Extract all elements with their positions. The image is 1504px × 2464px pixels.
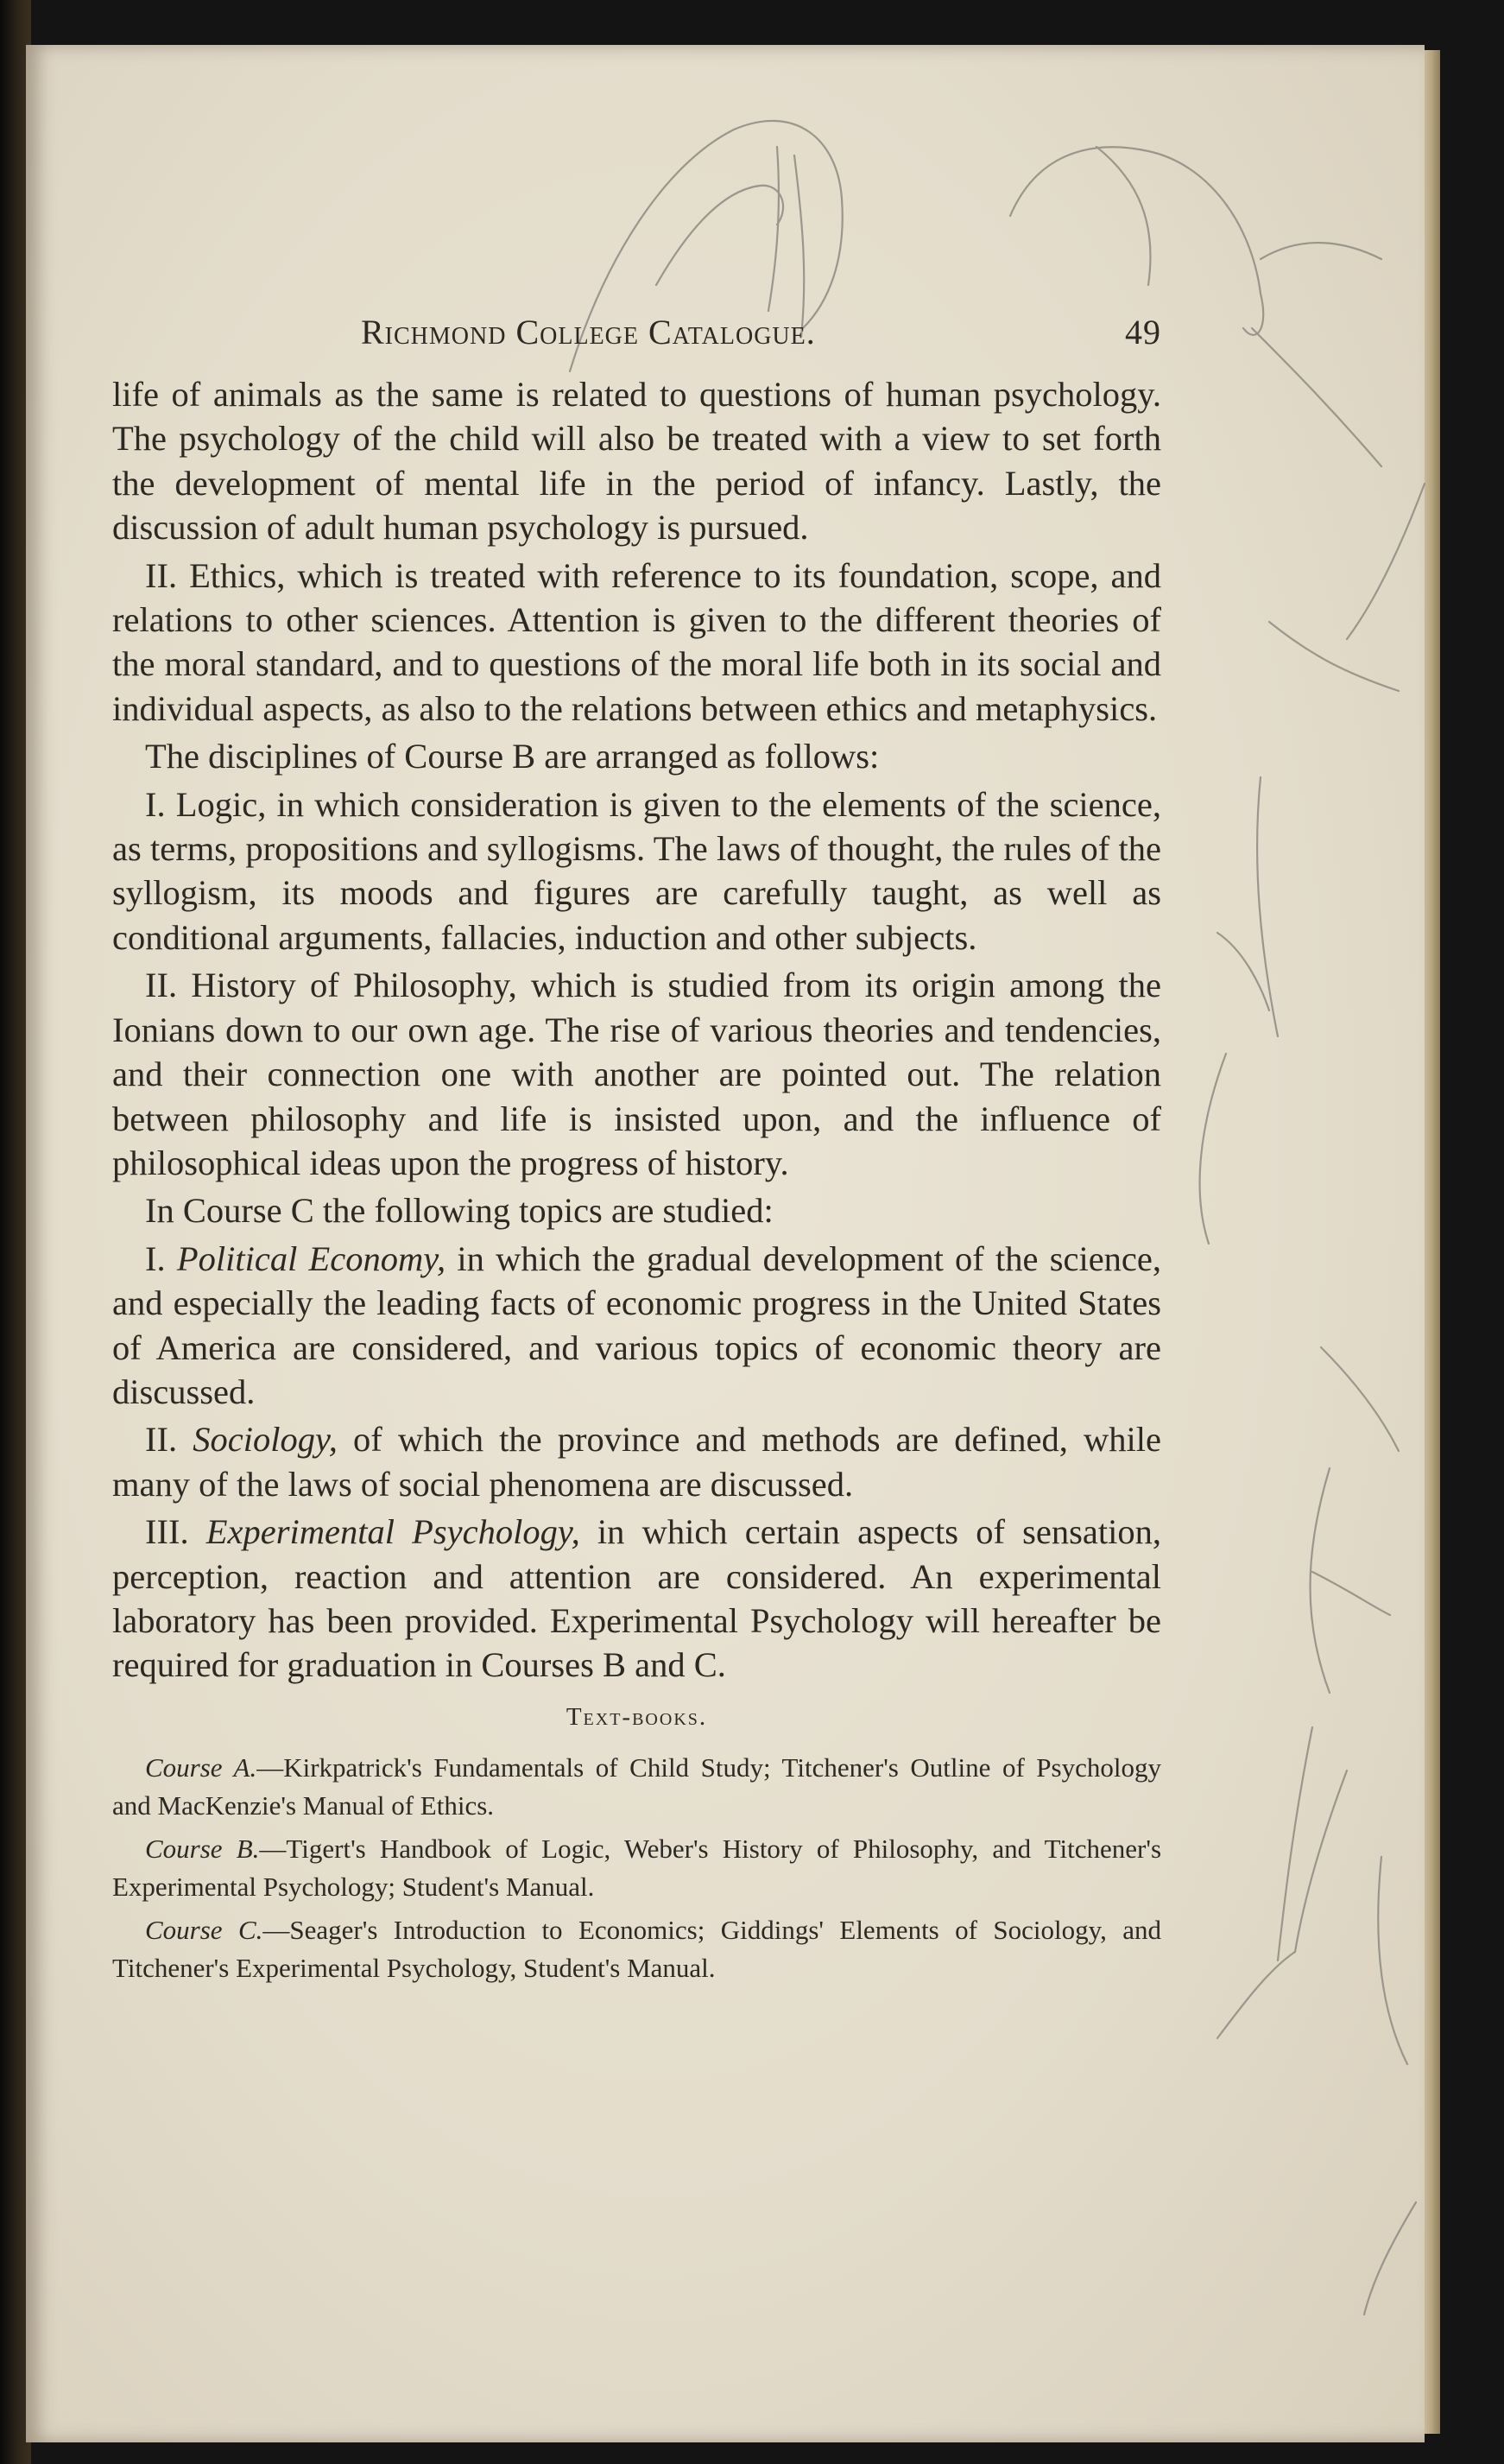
running-head <box>112 307 1161 360</box>
textbook-entry <box>112 1911 1161 1987</box>
course-label: Course A. <box>145 1751 257 1783</box>
item-numeral: III. <box>145 1512 189 1552</box>
page-stack-edge <box>1423 50 1440 2434</box>
paragraph: II. History of Philosophy, which is studied from its origin among the Ionians down to our own age. The rise of various theories and tendencies, and their connection one with another are pointed out. The relation between philosophy and life is insisted upon, and the influence of philosophical ideas upon the progress of history. <box>112 966 1161 1182</box>
running-head-title: Richmond College Catalogue. <box>361 313 816 352</box>
item-text: in which certain aspects of sensation, perception, reaction and attention are considered. An experimental laboratory has been provided. Experimental Psychology will hereafter be required for graduation in Courses B and C. <box>112 1512 1161 1685</box>
textbooks-heading: Text-books. <box>566 1702 708 1731</box>
item-numeral: II. <box>145 1420 178 1460</box>
paragraph: life of animals as the same is related to questions of human psychology. The psychology of the child will also be treated with a view to set forth the development of mental life in the period of infancy. Lastly, the discussion of adult human psychology is pursued. <box>112 375 1161 548</box>
paragraph: II. Ethics, which is treated with reference to its foundation, scope, and relations to other sciences. Attention is given to the different theories of the moral standard, and to questions of the moral life both in its social and individual aspects, as also to the relations between ethics and metaphysics. <box>112 555 1161 728</box>
course-c-item <box>112 1417 1161 1506</box>
course-label: Course C. <box>145 1914 263 1945</box>
textbooks-list <box>112 1749 1161 1987</box>
item-text: of which the province and methods are defined, while many of the laws of social phenomena are discussed. <box>112 1420 1161 1504</box>
textbook-text: —Seager's Introduction to Economics; Giddings' Elements of Sociology, and Titchener's Experimental Psychology, Student's Manual. <box>112 1914 1161 1983</box>
page-number: 49 <box>1125 313 1161 352</box>
item-text: in which the gradual development of the science, and especially the leading facts of economic progress in the United States of America are considered, and various topics of economic theory are discussed. <box>112 1238 1162 1411</box>
paragraph: In Course C the following topics are studied: <box>145 1191 774 1231</box>
textbook-text: —Tigert's Handbook of Logic, Weber's History of Philosophy, and Titchener's Experimental Psychology; Student's Manual. <box>112 1833 1162 1902</box>
paragraph: The disciplines of Course B are arranged as follows: <box>145 737 880 776</box>
item-title: Sociology, <box>193 1420 338 1460</box>
item-numeral: I. <box>145 1238 166 1278</box>
course-label: Course B. <box>145 1833 260 1864</box>
page-content <box>112 307 1161 1992</box>
course-c-item <box>112 1237 1161 1415</box>
body-text <box>112 372 1161 1688</box>
course-c-item <box>112 1510 1161 1688</box>
item-title: Political Economy, <box>176 1238 446 1278</box>
textbook-entry <box>112 1830 1161 1906</box>
textbook-entry <box>112 1749 1161 1825</box>
item-title: Experimental Psychology, <box>205 1512 580 1552</box>
paragraph: I. Logic, in which consideration is given to the elements of the science, as terms, propositions and syllogisms. The laws of thought, the rules of the syllogism, its moods and figures are carefully taught, as well as conditional arguments, fallacies, induction and other subjects. <box>112 784 1161 957</box>
textbook-text: —Kirkpatrick's Fundamentals of Child Study; Titchener's Outline of Psychology and MacKenzie's Manual of Ethics. <box>112 1751 1161 1821</box>
